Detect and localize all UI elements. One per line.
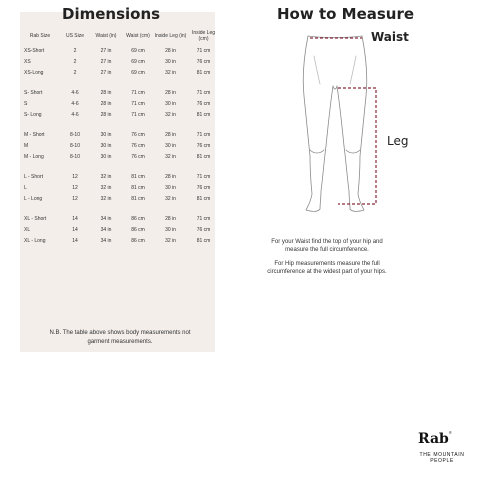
cell-rab-size: M - Short — [24, 131, 45, 138]
cell-us-size: 14 — [72, 237, 78, 244]
cell-waist-in: 30 in — [100, 153, 112, 160]
table-row — [20, 171, 220, 182]
cell-rab-size: XS — [24, 58, 31, 65]
cell-us-size: 2 — [73, 47, 77, 54]
cell-inside-leg-in: 28 in — [165, 131, 176, 138]
cell-inside-leg-in: 32 in — [165, 195, 176, 202]
group-spacer — [20, 162, 220, 171]
cell-waist-cm: 86 cm — [131, 215, 145, 222]
header-waist-cm: Waist (cm) — [126, 33, 150, 39]
cell-us-size: 4-6 — [71, 100, 79, 107]
cell-waist-in: 34 in — [100, 237, 112, 244]
table-row — [20, 140, 220, 151]
cell-us-size: 12 — [72, 173, 78, 180]
cell-rab-size: S- Short — [24, 89, 43, 96]
table-row — [20, 67, 220, 78]
cell-waist-cm: 81 cm — [131, 173, 145, 180]
waist-label: Waist — [371, 30, 409, 44]
group-spacer — [20, 78, 220, 87]
cell-waist-in: 28 in — [100, 111, 112, 118]
table-row — [20, 224, 220, 235]
cell-inside-leg-in: 30 in — [165, 100, 176, 107]
cell-waist-cm: 81 cm — [131, 184, 145, 191]
cell-waist-in: 34 in — [100, 215, 112, 222]
cell-us-size: 12 — [72, 184, 78, 191]
cell-waist-cm: 76 cm — [131, 142, 145, 149]
dimensions-title: Dimensions — [62, 5, 161, 23]
cell-inside-leg-cm: 71 cm — [196, 173, 211, 180]
cell-waist-in: 30 in — [100, 131, 112, 138]
cell-waist-in: 34 in — [100, 226, 112, 233]
cell-waist-in: 30 in — [100, 142, 112, 149]
hip-instruction: For Hip measurements measure the full circumference at the widest part of your hips. — [267, 261, 387, 275]
cell-inside-leg-in: 32 in — [165, 153, 176, 160]
cell-rab-size: L - Long — [24, 195, 43, 202]
cell-inside-leg-in: 28 in — [165, 47, 176, 54]
cell-inside-leg-in: 28 in — [165, 173, 176, 180]
cell-inside-leg-in: 30 in — [165, 58, 176, 65]
spacer-cell — [20, 204, 220, 213]
size-table-header — [20, 27, 220, 45]
cell-rab-size: S- Long — [24, 111, 42, 118]
cell-inside-leg-cm: 71 cm — [196, 47, 211, 54]
header-inside-leg-in: Inside Leg (in) — [154, 33, 187, 39]
cell-rab-size: M — [24, 142, 29, 149]
cell-rab-size: L — [24, 184, 27, 191]
cell-inside-leg-cm: 81 cm — [196, 195, 211, 202]
table-row — [20, 45, 220, 56]
cell-inside-leg-cm: 76 cm — [196, 58, 211, 65]
cell-inside-leg-cm: 81 cm — [196, 111, 211, 118]
header-rab-size: Rab Size — [29, 33, 51, 39]
cell-inside-leg-in: 28 in — [165, 89, 176, 96]
cell-inside-leg-cm: 81 cm — [196, 69, 211, 76]
cell-rab-size: S — [24, 100, 28, 107]
cell-waist-cm: 69 cm — [131, 69, 145, 76]
spacer-cell — [20, 162, 220, 171]
table-row — [20, 213, 220, 224]
cell-rab-size: XL - Long — [24, 237, 46, 244]
header-us-size: US Size — [65, 33, 85, 39]
brand-tagline: THE MOUNTAIN PEOPLE — [419, 452, 465, 464]
cell-us-size: 4-6 — [71, 89, 79, 96]
table-row — [20, 109, 220, 120]
cell-us-size: 12 — [72, 195, 78, 202]
registered-mark: ® — [448, 430, 452, 435]
size-table — [20, 27, 220, 246]
cell-inside-leg-cm: 71 cm — [196, 215, 211, 222]
cell-inside-leg-cm: 81 cm — [196, 237, 211, 244]
cell-waist-in: 32 in — [100, 173, 112, 180]
spacer-cell — [20, 78, 220, 87]
cell-inside-leg-in: 30 in — [165, 184, 176, 191]
cell-waist-in: 27 in — [100, 47, 112, 54]
cell-us-size: 8-10 — [69, 153, 80, 160]
cell-inside-leg-cm: 76 cm — [196, 142, 211, 149]
cell-waist-in: 27 in — [100, 69, 112, 76]
cell-waist-cm: 71 cm — [131, 89, 145, 96]
table-row — [20, 98, 220, 109]
cell-waist-cm: 86 cm — [131, 237, 145, 244]
header-waist-in: Waist (in) — [95, 33, 117, 39]
cell-waist-cm: 71 cm — [131, 100, 145, 107]
cell-inside-leg-in: 32 in — [165, 237, 176, 244]
waist-instruction: For your Waist find the top of your hip and measure the full circumference. — [271, 239, 383, 253]
table-row — [20, 87, 220, 98]
cell-inside-leg-in: 28 in — [165, 215, 176, 222]
cell-waist-in: 27 in — [100, 58, 112, 65]
cell-waist-in: 32 in — [100, 195, 112, 202]
cell-us-size: 8-10 — [69, 131, 80, 138]
cell-waist-in: 32 in — [100, 184, 112, 191]
table-note: N.B. The table above shows body measurements not garment measurements. — [49, 330, 191, 345]
table-row — [20, 56, 220, 67]
cell-waist-in: 28 in — [100, 100, 112, 107]
cell-rab-size: M - Long — [24, 153, 44, 160]
cell-waist-in: 28 in — [100, 89, 112, 96]
cell-inside-leg-cm: 81 cm — [196, 153, 211, 160]
cell-rab-size: XS-Long — [24, 69, 44, 76]
cell-inside-leg-in: 30 in — [165, 142, 176, 149]
cell-rab-size: L - Short — [24, 173, 43, 180]
cell-inside-leg-cm: 76 cm — [196, 184, 211, 191]
rab-logo-mark: Rab — [418, 431, 449, 447]
leg-figure-illustration — [290, 26, 380, 216]
cell-inside-leg-in: 30 in — [165, 226, 176, 233]
group-spacer — [20, 204, 220, 213]
leg-label: Leg — [387, 134, 409, 148]
table-row — [20, 193, 220, 204]
cell-inside-leg-cm: 76 cm — [196, 100, 211, 107]
cell-us-size: 2 — [73, 69, 77, 76]
header-inside-leg-cm: Inside Leg (cm) — [191, 30, 216, 42]
cell-rab-size: XL - Short — [24, 215, 47, 222]
how-to-measure-title: How to Measure — [277, 5, 415, 23]
table-row — [20, 129, 220, 140]
spacer-cell — [20, 120, 220, 129]
cell-waist-cm: 76 cm — [131, 153, 145, 160]
cell-inside-leg-in: 32 in — [165, 69, 176, 76]
cell-rab-size: XL — [24, 226, 31, 233]
cell-waist-cm: 69 cm — [131, 47, 145, 54]
cell-waist-cm: 86 cm — [131, 226, 145, 233]
cell-inside-leg-cm: 71 cm — [196, 131, 211, 138]
cell-us-size: 14 — [72, 215, 78, 222]
table-row — [20, 151, 220, 162]
cell-waist-cm: 71 cm — [131, 111, 145, 118]
cell-rab-size: XS-Short — [24, 47, 45, 54]
cell-us-size: 4-6 — [71, 111, 79, 118]
cell-us-size: 2 — [73, 58, 77, 65]
cell-inside-leg-in: 32 in — [165, 111, 176, 118]
cell-waist-cm: 81 cm — [131, 195, 145, 202]
cell-waist-cm: 69 cm — [131, 58, 145, 65]
cell-inside-leg-cm: 71 cm — [196, 89, 211, 96]
cell-waist-cm: 76 cm — [131, 131, 145, 138]
cell-inside-leg-cm: 76 cm — [196, 226, 211, 233]
group-spacer — [20, 120, 220, 129]
cell-us-size: 14 — [72, 226, 78, 233]
rab-logo — [418, 430, 452, 448]
table-row — [20, 235, 220, 246]
cell-us-size: 8-10 — [69, 142, 80, 149]
table-row — [20, 182, 220, 193]
